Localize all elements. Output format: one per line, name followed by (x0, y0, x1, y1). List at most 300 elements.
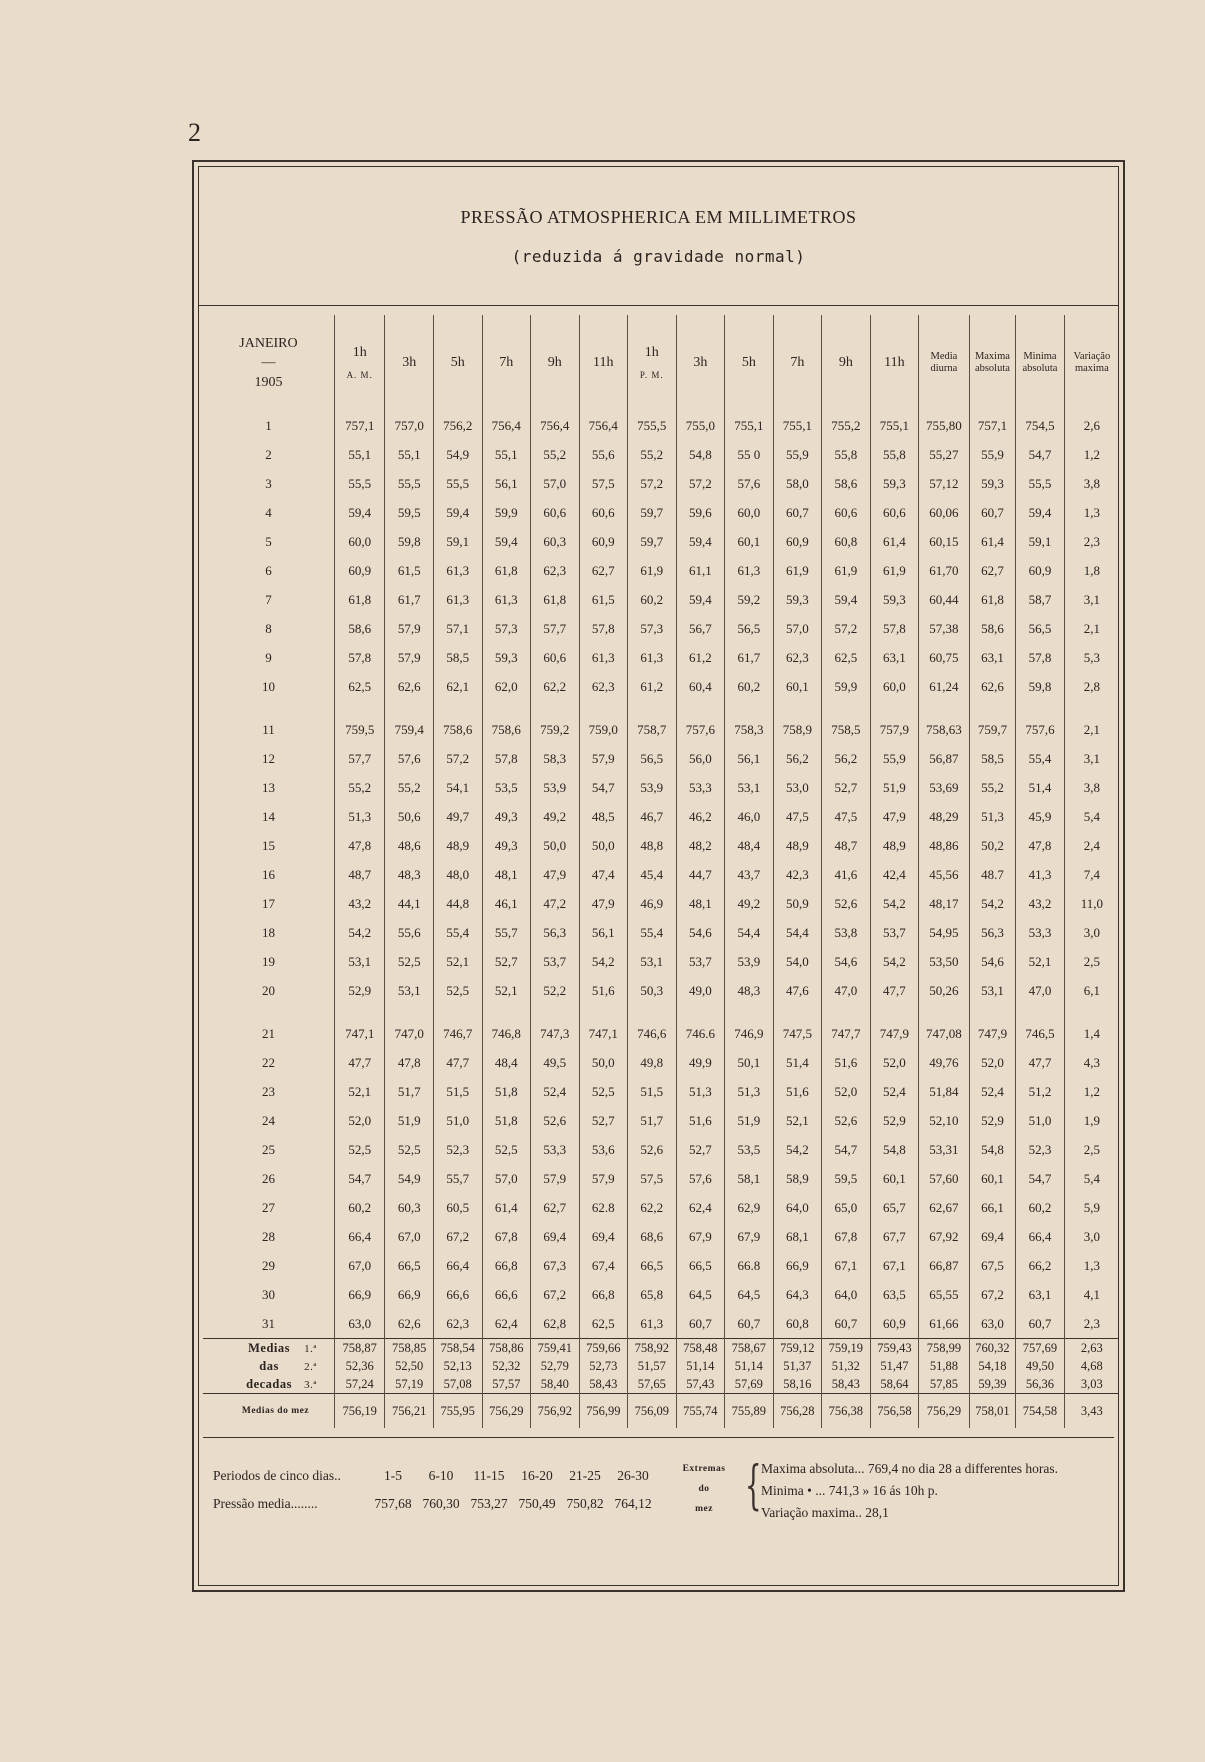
hour-header (822, 315, 871, 411)
value-cell: 47,6 (773, 976, 822, 1005)
value-cell: 758,01 (969, 1394, 1016, 1429)
value-cell: 52,1 (334, 1077, 385, 1106)
value-cell: 53,1 (385, 976, 434, 1005)
value-cell: 60,4 (676, 672, 725, 701)
value-cell: 57,8 (579, 614, 628, 643)
value-cell: 44,8 (433, 889, 482, 918)
value-cell: 52,6 (822, 1106, 871, 1135)
value-cell: 48,7 (822, 831, 871, 860)
table-row (203, 527, 1119, 556)
value-cell: 60,3 (385, 1193, 434, 1222)
value-cell: 61,3 (433, 556, 482, 585)
extremas-label (669, 1460, 739, 1520)
value-cell: 57,1 (433, 614, 482, 643)
value-cell: 760,32 (969, 1339, 1016, 1358)
value-cell: 52,7 (822, 773, 871, 802)
value-cell: 63,5 (870, 1280, 919, 1309)
value-cell: 60,44 (919, 585, 970, 614)
value-cell: 54,2 (334, 918, 385, 947)
value-cell: 55,5 (385, 469, 434, 498)
value-cell: 52,5 (433, 976, 482, 1005)
value-cell: 52,13 (433, 1357, 482, 1375)
month-mean-label: Medias do mez (203, 1394, 334, 1429)
extremas-label-line: Extremas (682, 1464, 726, 1474)
value-cell: 758,86 (482, 1339, 531, 1358)
value-cell: 62,7 (531, 1193, 580, 1222)
value-cell: 67,5 (969, 1251, 1016, 1280)
gap-cell (334, 1005, 385, 1019)
value-cell: 57,19 (385, 1375, 434, 1394)
value-cell: 57,0 (531, 469, 580, 498)
value-cell: 746,5 (1016, 1019, 1065, 1048)
month-dash: — (261, 355, 276, 371)
hour-label: 11h (593, 355, 614, 371)
value-cell: 67,7 (870, 1222, 919, 1251)
value-cell: 48,6 (385, 831, 434, 860)
decade-group-label: das (259, 1358, 279, 1373)
day-cell: 12 (261, 750, 275, 766)
value-cell: 63,0 (969, 1309, 1016, 1339)
value-cell: 58,1 (725, 1164, 774, 1193)
year-label: 1905 (254, 374, 283, 390)
value-cell: 61,8 (969, 585, 1016, 614)
decade-label-cell (203, 1339, 334, 1358)
value-cell: 50,0 (579, 831, 628, 860)
value-cell: 57,7 (531, 614, 580, 643)
value-cell: 747,3 (531, 1019, 580, 1048)
value-cell: 60,2 (725, 672, 774, 701)
value-cell: 55,1 (385, 440, 434, 469)
value-cell: 53,9 (531, 773, 580, 802)
value-cell: 759,5 (334, 715, 385, 744)
value-cell: 47,8 (385, 1048, 434, 1077)
value-cell: 59,3 (773, 585, 822, 614)
value-cell: 58,3 (531, 744, 580, 773)
value-cell: 746,8 (482, 1019, 531, 1048)
hour-label: 5h (450, 355, 465, 371)
value-cell: 61,3 (628, 643, 677, 672)
value-cell: 48,9 (433, 831, 482, 860)
value-cell: 4,3 (1064, 1048, 1119, 1077)
hour-header (385, 315, 434, 411)
day-cell: 25 (261, 1141, 275, 1157)
value-cell: 54,0 (773, 947, 822, 976)
value-cell: 51,0 (1016, 1106, 1065, 1135)
value-cell: 1,3 (1064, 1251, 1119, 1280)
value-cell: 57,65 (628, 1375, 677, 1394)
value-cell: 60,2 (628, 585, 677, 614)
gap-cell (385, 701, 434, 715)
value-cell: 759,19 (822, 1339, 871, 1358)
value-cell: 59,5 (822, 1164, 871, 1193)
hour-header (628, 315, 677, 411)
value-cell: 61,24 (919, 672, 970, 701)
value-cell: 67,9 (676, 1222, 725, 1251)
value-cell: 54,8 (969, 1135, 1016, 1164)
value-cell: 48,1 (676, 889, 725, 918)
value-cell: 757,0 (385, 411, 434, 440)
value-cell: 48,29 (919, 802, 970, 831)
pressao-value: 760,30 (422, 1496, 460, 1511)
month-header (203, 315, 334, 411)
value-cell: 6,1 (1064, 976, 1119, 1005)
value-cell: 59,3 (482, 643, 531, 672)
value-cell: 7,4 (1064, 860, 1119, 889)
value-cell: 56,0 (676, 744, 725, 773)
value-cell: 65,55 (919, 1280, 970, 1309)
value-cell: 55 0 (725, 440, 774, 469)
value-cell: 746.6 (676, 1019, 725, 1048)
value-cell: 66,6 (433, 1280, 482, 1309)
header-row (203, 315, 1119, 411)
value-cell: 55,6 (579, 440, 628, 469)
periodos-label: Periodos de cinco dias.. (213, 1468, 341, 1483)
value-cell: 62,6 (385, 672, 434, 701)
value-cell: 54,95 (919, 918, 970, 947)
header-line: Maxima (974, 350, 1010, 362)
value-cell: 55,9 (969, 440, 1016, 469)
value-cell: 59,1 (1016, 527, 1065, 556)
value-cell: 48,17 (919, 889, 970, 918)
value-cell: 59,3 (870, 469, 919, 498)
value-cell: 755,80 (919, 411, 970, 440)
hour-header (725, 315, 774, 411)
day-cell: 3 (265, 475, 272, 491)
hour-header (433, 315, 482, 411)
gap-cell (919, 701, 970, 715)
value-cell: 49,7 (433, 802, 482, 831)
value-cell: 66,5 (385, 1251, 434, 1280)
value-cell: 62,6 (969, 672, 1016, 701)
value-cell: 46,9 (628, 889, 677, 918)
value-cell: 51,4 (1016, 773, 1065, 802)
value-cell: 49,0 (676, 976, 725, 1005)
hour-label: 7h (790, 355, 805, 371)
table-row (203, 1222, 1119, 1251)
value-cell: 54,7 (822, 1135, 871, 1164)
day-cell: 21 (261, 1025, 275, 1041)
header-line: Minima (1023, 350, 1057, 362)
value-cell: 758,63 (919, 715, 970, 744)
value-cell: 41,3 (1016, 860, 1065, 889)
page-number: 2 (188, 118, 201, 147)
value-cell: 47,8 (334, 831, 385, 860)
table-row (203, 1280, 1119, 1309)
value-cell: 60,2 (1016, 1193, 1065, 1222)
value-cell: 747,1 (334, 1019, 385, 1048)
value-cell: 48,2 (676, 831, 725, 860)
value-cell: 53,6 (579, 1135, 628, 1164)
value-cell: 759,41 (531, 1339, 580, 1358)
value-cell: 57,38 (919, 614, 970, 643)
value-cell: 66,9 (385, 1280, 434, 1309)
gap-cell (725, 701, 774, 715)
periodo-value: 21-25 (569, 1468, 601, 1483)
table-row (203, 744, 1119, 773)
value-cell: 57,3 (628, 614, 677, 643)
value-cell: 61,7 (385, 585, 434, 614)
gap-cell (822, 701, 871, 715)
value-cell: 51,8 (482, 1077, 531, 1106)
day-cell: 17 (261, 895, 275, 911)
value-cell: 3,43 (1064, 1394, 1119, 1429)
value-cell: 54,8 (870, 1135, 919, 1164)
value-cell: 61,4 (482, 1193, 531, 1222)
value-cell: 46,2 (676, 802, 725, 831)
day-cell: 23 (261, 1083, 275, 1099)
periodos-row (213, 1468, 657, 1484)
value-cell: 53,69 (919, 773, 970, 802)
value-cell: 61,2 (676, 643, 725, 672)
value-cell: 48,7 (334, 860, 385, 889)
value-cell: 52,5 (385, 1135, 434, 1164)
value-cell: 49,2 (531, 802, 580, 831)
value-cell: 2,1 (1064, 715, 1119, 744)
table-row (203, 860, 1119, 889)
value-cell: 50,0 (531, 831, 580, 860)
decade-group-label: Medias (248, 1340, 290, 1355)
day-cell: 22 (261, 1054, 275, 1070)
footer-section (203, 1437, 1114, 1588)
value-cell: 1,4 (1064, 1019, 1119, 1048)
value-cell: 756,21 (385, 1394, 434, 1429)
value-cell: 55,8 (870, 440, 919, 469)
value-cell: 62,4 (482, 1309, 531, 1339)
header-line: maxima (1074, 363, 1109, 374)
value-cell: 63,1 (1016, 1280, 1065, 1309)
value-cell: 47,0 (1016, 976, 1065, 1005)
value-cell: 60,9 (773, 527, 822, 556)
value-cell: 62,3 (773, 643, 822, 672)
value-cell: 5,4 (1064, 802, 1119, 831)
value-cell: 66,8 (579, 1280, 628, 1309)
value-cell: 52,1 (1016, 947, 1065, 976)
value-cell: 63,1 (870, 643, 919, 672)
value-cell: 55,6 (385, 918, 434, 947)
value-cell: 60,1 (969, 1164, 1016, 1193)
value-cell: 45,9 (1016, 802, 1065, 831)
hour-label: 1h (352, 345, 367, 361)
value-cell: 61,2 (628, 672, 677, 701)
value-cell: 56,5 (1016, 614, 1065, 643)
value-cell: 758,85 (385, 1339, 434, 1358)
value-cell: 58,6 (822, 469, 871, 498)
decade-group-label: decadas (246, 1376, 292, 1391)
value-cell: 52,0 (822, 1077, 871, 1106)
pressao-value: 753,27 (470, 1496, 508, 1511)
value-cell: 758,7 (628, 715, 677, 744)
periodo-value: 11-15 (473, 1468, 505, 1483)
value-cell: 60,7 (773, 498, 822, 527)
value-cell: 2,6 (1064, 411, 1119, 440)
value-cell: 68,6 (628, 1222, 677, 1251)
value-cell: 56,87 (919, 744, 970, 773)
value-cell: 747,9 (870, 1019, 919, 1048)
day-cell: 19 (261, 953, 275, 969)
value-cell: 48,9 (870, 831, 919, 860)
value-cell: 55,7 (482, 918, 531, 947)
media-diurna-header (919, 315, 970, 411)
value-cell: 54,6 (969, 947, 1016, 976)
value-cell: 51,6 (676, 1106, 725, 1135)
value-cell: 59,3 (969, 469, 1016, 498)
value-cell: 60,7 (822, 1309, 871, 1339)
value-cell: 57,0 (773, 614, 822, 643)
table-row (203, 498, 1119, 527)
hour-label: 5h (741, 355, 756, 371)
value-cell: 59,7 (628, 527, 677, 556)
decade-gap (203, 1005, 1119, 1019)
value-cell: 65,7 (870, 1193, 919, 1222)
value-cell: 758,5 (822, 715, 871, 744)
hour-label: 3h (693, 355, 708, 371)
value-cell: 746,9 (725, 1019, 774, 1048)
value-cell: 756,92 (531, 1394, 580, 1429)
value-cell: 756,28 (773, 1394, 822, 1429)
value-cell: 55,5 (1016, 469, 1065, 498)
value-cell: 58,5 (969, 744, 1016, 773)
value-cell: 59,6 (676, 498, 725, 527)
value-cell: 52,0 (969, 1048, 1016, 1077)
value-cell: 755,74 (676, 1394, 725, 1429)
table-frame (192, 160, 1125, 1592)
header-line: Media (930, 350, 958, 362)
value-cell: 66,5 (628, 1251, 677, 1280)
value-cell: 67,2 (531, 1280, 580, 1309)
table-row (203, 672, 1119, 701)
value-cell: 757,6 (676, 715, 725, 744)
value-cell: 49,8 (628, 1048, 677, 1077)
value-cell: 53,9 (725, 947, 774, 976)
value-cell: 48,5 (579, 802, 628, 831)
table-row (203, 918, 1119, 947)
value-cell: 60,0 (725, 498, 774, 527)
value-cell: 67,1 (822, 1251, 871, 1280)
value-cell: 51,7 (385, 1077, 434, 1106)
value-cell: 55,5 (334, 469, 385, 498)
value-cell: 52,3 (1016, 1135, 1065, 1164)
value-cell: 54,9 (385, 1164, 434, 1193)
value-cell: 52,7 (579, 1106, 628, 1135)
value-cell: 2,8 (1064, 672, 1119, 701)
value-cell: 51,7 (628, 1106, 677, 1135)
value-cell: 58,5 (433, 643, 482, 672)
value-cell: 2,1 (1064, 614, 1119, 643)
value-cell: 758,6 (482, 715, 531, 744)
value-cell: 62.8 (579, 1193, 628, 1222)
day-cell: 14 (261, 808, 275, 824)
value-cell: 52,6 (531, 1106, 580, 1135)
table-row (203, 585, 1119, 614)
value-cell: 759,43 (870, 1339, 919, 1358)
table-inner-frame (198, 166, 1119, 1586)
value-cell: 59,5 (385, 498, 434, 527)
value-cell: 49,2 (725, 889, 774, 918)
value-cell: 50,3 (628, 976, 677, 1005)
hour-header (579, 315, 628, 411)
value-cell: 63,0 (334, 1309, 385, 1339)
value-cell: 53,7 (531, 947, 580, 976)
value-cell: 57,7 (334, 744, 385, 773)
value-cell: 4,68 (1064, 1357, 1119, 1375)
header-line: absoluta (1022, 363, 1058, 374)
hour-header (531, 315, 580, 411)
header-line: absoluta (974, 363, 1010, 374)
value-cell: 1,2 (1064, 1077, 1119, 1106)
table-row (203, 715, 1119, 744)
table-row (203, 1164, 1119, 1193)
value-cell: 47,9 (531, 860, 580, 889)
value-cell: 759,4 (385, 715, 434, 744)
extremas-label-line: do (698, 1483, 710, 1494)
day-cell: 2 (265, 446, 272, 462)
value-cell: 2,5 (1064, 947, 1119, 976)
value-cell: 62,6 (385, 1309, 434, 1339)
value-cell: 755,5 (628, 411, 677, 440)
value-cell: 756,29 (482, 1394, 531, 1429)
value-cell: 48,9 (773, 831, 822, 860)
value-cell: 67,4 (579, 1251, 628, 1280)
value-cell: 755,1 (773, 411, 822, 440)
table-row (203, 831, 1119, 860)
day-cell: 1 (265, 417, 272, 433)
value-cell: 51,4 (773, 1048, 822, 1077)
value-cell: 60,1 (773, 672, 822, 701)
day-cell: 11 (262, 721, 275, 737)
table-row (203, 643, 1119, 672)
value-cell: 54,6 (676, 918, 725, 947)
value-cell: 61,3 (482, 585, 531, 614)
value-cell: 756,4 (482, 411, 531, 440)
hour-label: 7h (499, 355, 514, 371)
value-cell: 757,1 (969, 411, 1016, 440)
table-row (203, 1193, 1119, 1222)
day-cell: 8 (265, 620, 272, 636)
value-cell: 57,6 (385, 744, 434, 773)
value-cell: 57,6 (676, 1164, 725, 1193)
value-cell: 53,31 (919, 1135, 970, 1164)
gap-cell (433, 701, 482, 715)
value-cell: 60,7 (725, 1309, 774, 1339)
value-cell: 66,9 (773, 1251, 822, 1280)
value-cell: 47,7 (870, 976, 919, 1005)
value-cell: 59,7 (628, 498, 677, 527)
value-cell: 57,85 (919, 1375, 970, 1394)
value-cell: 60,6 (531, 643, 580, 672)
value-cell: 51,8 (482, 1106, 531, 1135)
value-cell: 53,1 (628, 947, 677, 976)
value-cell: 46,7 (628, 802, 677, 831)
value-cell: 53,50 (919, 947, 970, 976)
value-cell: 60,6 (870, 498, 919, 527)
value-cell: 50,26 (919, 976, 970, 1005)
value-cell: 67,8 (822, 1222, 871, 1251)
value-cell: 66,87 (919, 1251, 970, 1280)
value-cell: 60,9 (334, 556, 385, 585)
value-cell: 49,3 (482, 802, 531, 831)
value-cell: 55,9 (870, 744, 919, 773)
value-cell: 59,4 (676, 527, 725, 556)
value-cell: 53,3 (1016, 918, 1065, 947)
value-cell: 52,6 (628, 1135, 677, 1164)
value-cell: 55,2 (385, 773, 434, 802)
value-cell: 56,7 (676, 614, 725, 643)
table-row (203, 889, 1119, 918)
gap-cell (628, 701, 677, 715)
value-cell: 54,4 (725, 918, 774, 947)
value-cell: 52,5 (385, 947, 434, 976)
value-cell: 53,5 (482, 773, 531, 802)
